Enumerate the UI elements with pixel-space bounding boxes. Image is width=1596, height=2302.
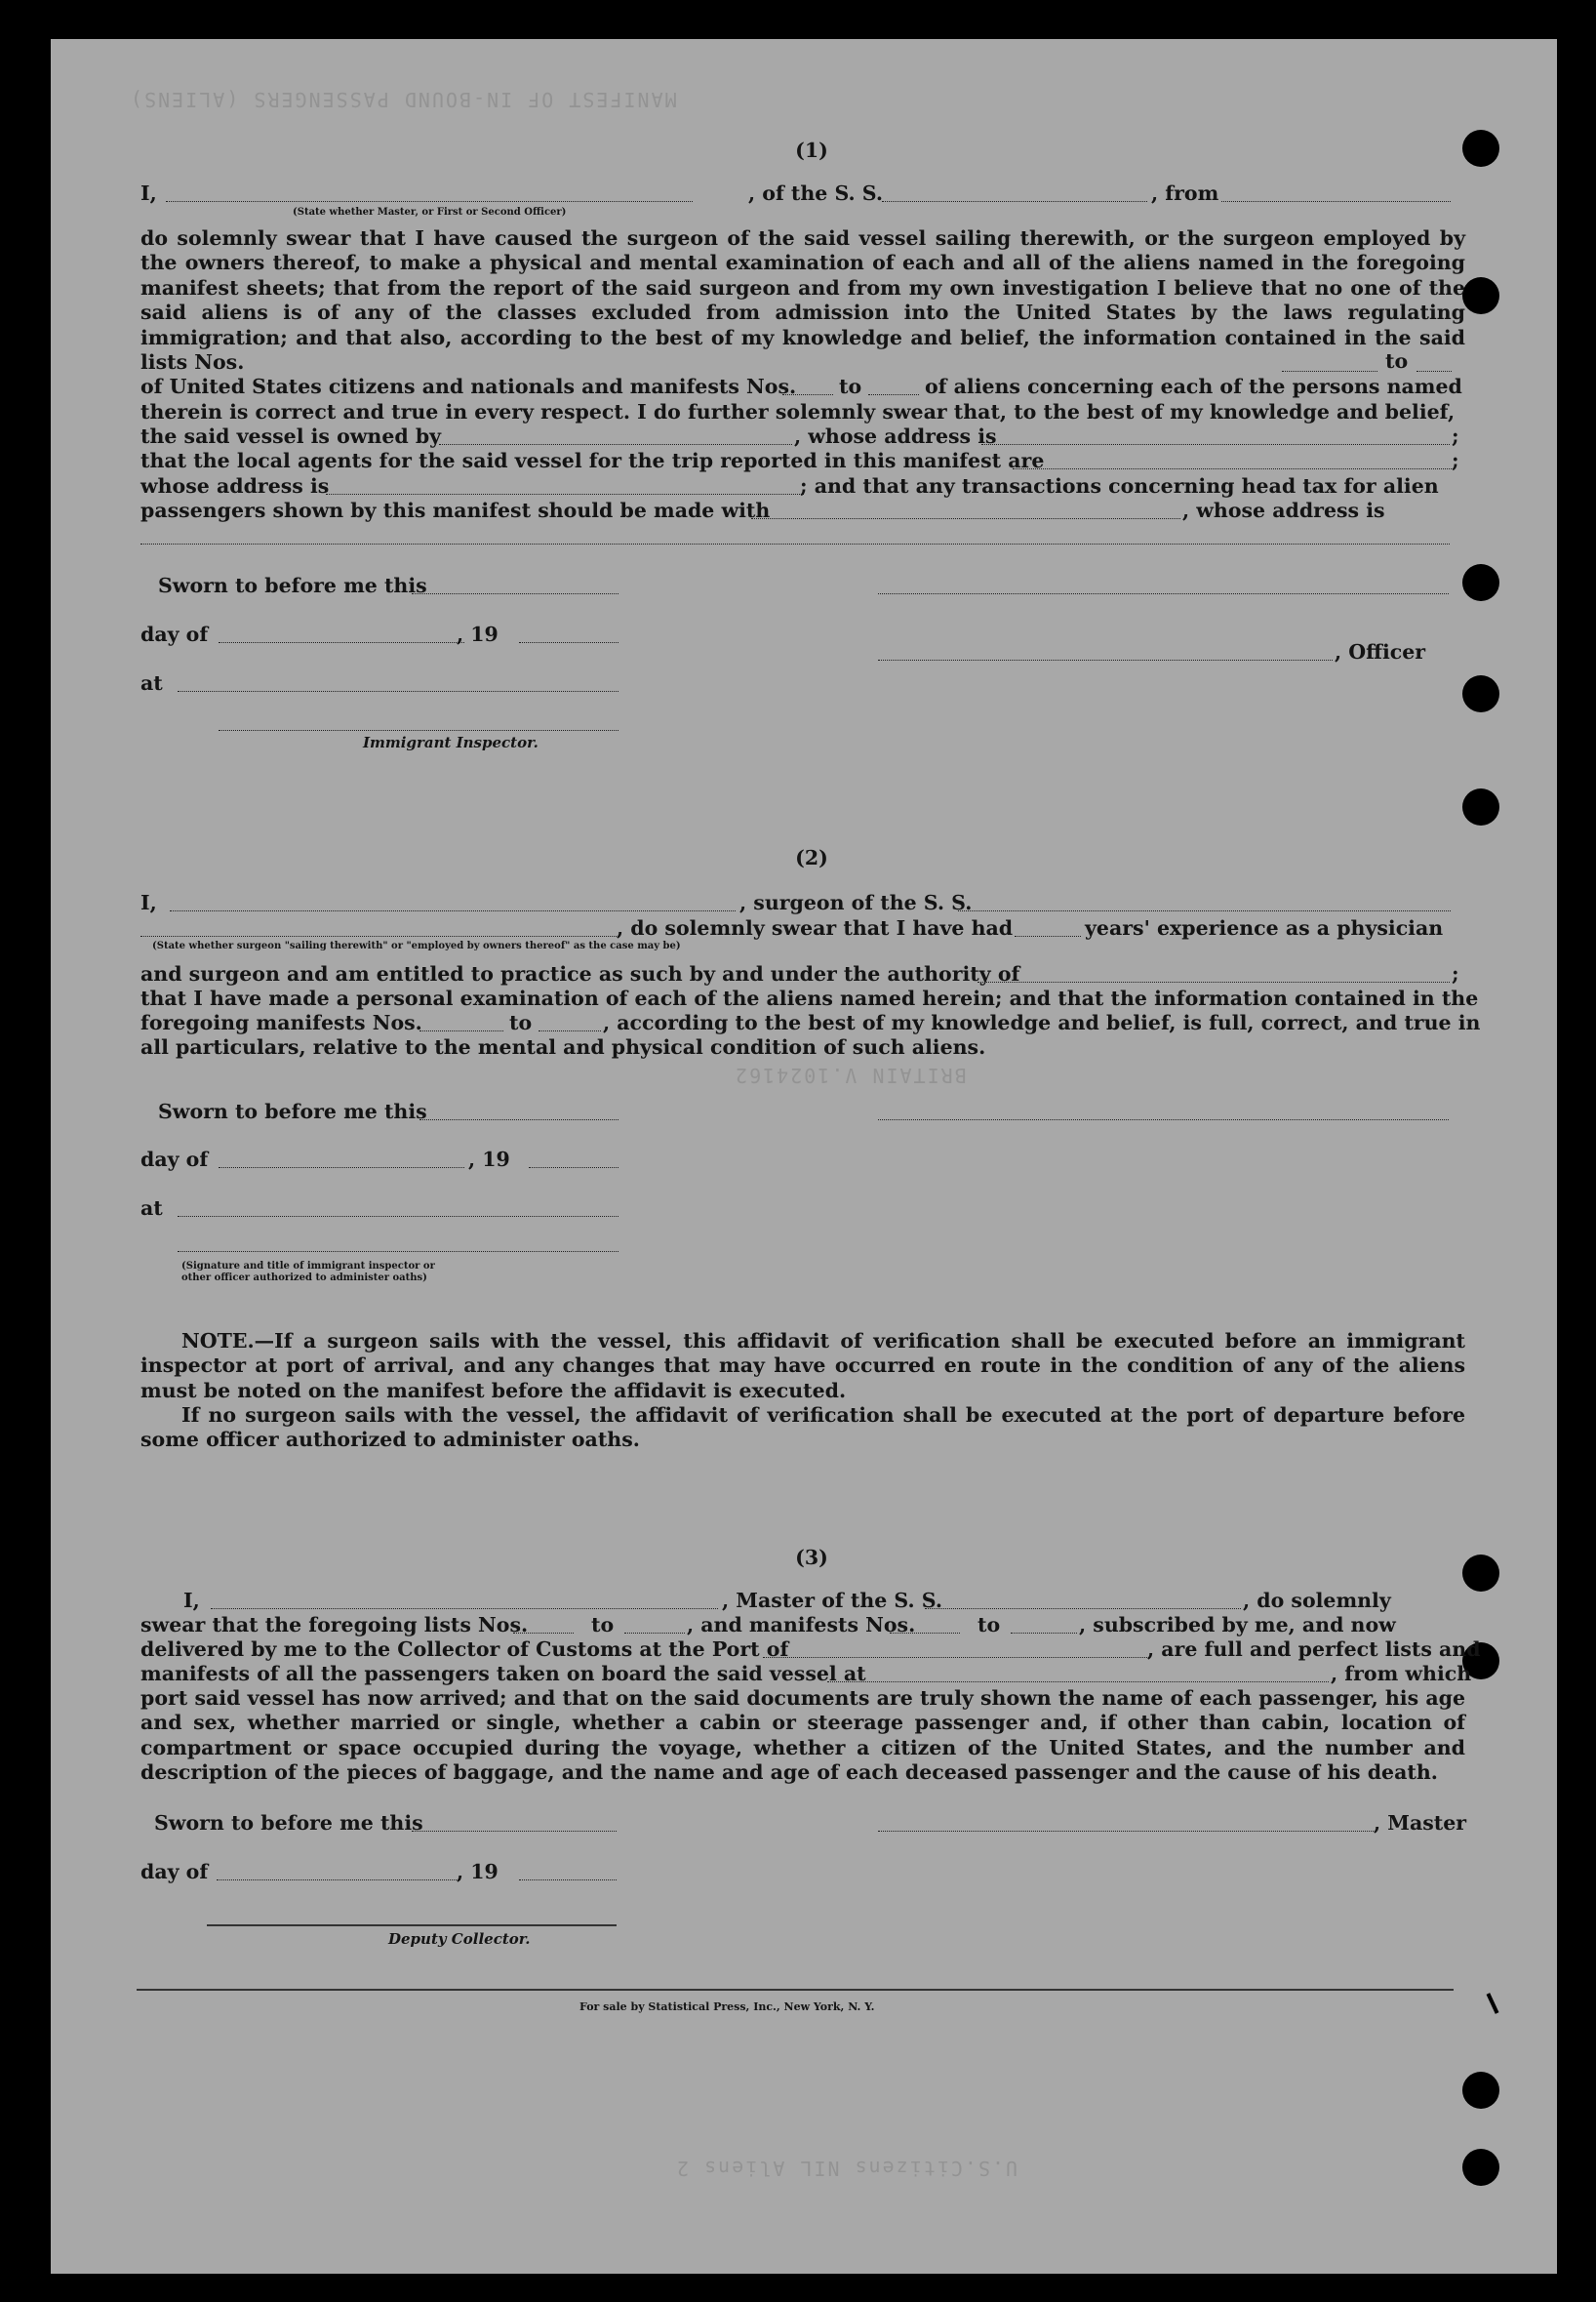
sec2-sworn: Sworn to before me this [158, 1100, 427, 1123]
section-3-number: (3) [795, 1546, 828, 1569]
bleed-through-text: BRITAIN V.1024162 [734, 1064, 967, 1087]
sec1-head-tax-address-label: , whose address is [1182, 499, 1385, 522]
port-of-field[interactable] [763, 1657, 1149, 1658]
sec2-line6: all particulars, relative to the mental and physical condition of such aliens. [140, 1035, 986, 1059]
punch-hole [1462, 2149, 1499, 2186]
authority-field[interactable] [978, 982, 1450, 983]
sworn-place-field[interactable] [178, 691, 618, 692]
sec3-day-of: day of [140, 1860, 209, 1883]
sec2-19: , 19 [468, 1148, 510, 1171]
bleed-through-text: U.S.Citizens NIL Aliens 2 [675, 2157, 1018, 2180]
sworn-month-field[interactable] [219, 642, 464, 643]
sec1-head-tax-label: ; and that any transactions concerning head tax for alien [800, 474, 1439, 498]
sec3-taken-label: manifests of all the passengers taken on board the said vessel at [140, 1662, 866, 1685]
surgeon-signature-line[interactable] [878, 1119, 1449, 1120]
sec3-19: , 19 [457, 1860, 499, 1883]
sworn-year-field[interactable] [519, 642, 618, 643]
sec1-passengers-label: passengers shown by this manifest should be made with [140, 499, 771, 522]
sec1-hint: (State whether Master, or First or Second Officer) [293, 207, 567, 218]
sec3-master-of: , Master of the S. S. [722, 1589, 942, 1612]
sec2-swear-b: years' experience as a physician [1085, 916, 1444, 940]
sec2-hint: (State whether surgeon "sailing therewith" or "employed by owners thereof" as the case may be) [152, 941, 681, 951]
sec3-month-field[interactable] [217, 1879, 460, 1880]
semicolon: ; [1452, 962, 1459, 986]
sec3-lists-to: to [591, 1613, 615, 1636]
sec3-from-which: , from which [1331, 1662, 1472, 1685]
head-tax-address-field[interactable] [140, 544, 1450, 545]
sec1-owned-label: the said vessel is owned by [140, 424, 442, 448]
sec2-year-field[interactable] [529, 1167, 618, 1168]
sec3-lists-from-field[interactable] [513, 1633, 574, 1634]
officer-name-field[interactable] [878, 660, 1333, 661]
sec3-year-field[interactable] [519, 1879, 617, 1880]
sec2-authority-label: and surgeon and am entitled to practice as such by and under the authority of [140, 962, 1020, 986]
sec3-paragraph: port said vessel has now arrived; and that on the said documents are truly shown the name of each passenger, his age and sex, whether married or single, whether a cabin or steerage passenger and, if other than cabin, location of compartment or space occupied during the voyage, whether a citizen of the United States, and the number and description of the pieces of baggage, and the name and age of each deceased passenger and the cause of his death. [140, 1686, 1465, 1785]
manifest-sheet [51, 39, 1557, 2274]
sec3-manifests-label: , and manifests Nos. [687, 1613, 916, 1636]
punch-hole [1462, 277, 1499, 314]
sec2-manifests-to: to [509, 1011, 533, 1034]
sec3-manifests-to-field[interactable] [1011, 1633, 1077, 1634]
sec2-surgeon-of: , surgeon of the S. S. [739, 891, 973, 914]
surgeon-name-field[interactable] [170, 910, 736, 911]
footer-rule [137, 1989, 1454, 1991]
owner-field[interactable] [439, 444, 792, 445]
years-experience-field[interactable] [1015, 936, 1081, 937]
citizen-lists-to-field[interactable] [1416, 371, 1452, 372]
boarding-port-field[interactable] [827, 1681, 1329, 1682]
alien-manifests-to-field[interactable] [868, 394, 919, 395]
semicolon: ; [1452, 449, 1459, 472]
sec3-deputy: Deputy Collector. [388, 1930, 531, 1948]
sec2-i: I, [140, 891, 157, 914]
alien-manifests-from-field[interactable] [782, 394, 833, 395]
sec3-collector-label: delivered by me to the Collector of Customs at the Port of [140, 1637, 789, 1661]
punch-hole [1462, 2072, 1499, 2109]
sec2-note: NOTE.—If a surgeon sails with the vessel, this affidavit of verification shall be executed before an immigrant inspector at port of arrival, and any changes that may have occurred en route in the condition of any of the aliens must be noted on the manifest before the affidavit is executed. [140, 1329, 1465, 1402]
sec1-owner-address-label: , whose address is [794, 424, 997, 448]
sec1-signature-line[interactable] [878, 593, 1449, 594]
sec3-master: , Master [1374, 1811, 1467, 1835]
sec1-from: , from [1151, 182, 1219, 205]
agent-address-field[interactable] [326, 494, 804, 495]
sec2-line4: that I have made a personal examination of each of the aliens named herein; and that the information contained in the [140, 987, 1479, 1010]
sec2-signature-line[interactable] [178, 1251, 618, 1252]
punch-hole [1462, 1555, 1499, 1592]
local-agents-field[interactable] [1013, 468, 1452, 469]
sec2-month-field[interactable] [219, 1167, 464, 1168]
sec3-full-perfect: , are full and perfect lists and [1147, 1637, 1481, 1661]
sec2-manifests-b: , according to the best of my knowledge and belief, is full, correct, and true in [603, 1011, 1481, 1034]
master-name-field[interactable] [166, 201, 693, 202]
sec3-manifests-from-field[interactable] [890, 1633, 960, 1634]
sec2-sworn-day-field[interactable] [419, 1119, 618, 1120]
semicolon: ; [1452, 424, 1459, 448]
sec3-sworn: Sworn to before me this [154, 1811, 423, 1835]
sec2-at: at [140, 1196, 163, 1220]
sec2-sig-hint-1: (Signature and title of immigrant inspector or [181, 1261, 435, 1272]
sec1-line6-a: of United States citizens and nationals and manifests Nos. [140, 375, 797, 398]
sec2-place-field[interactable] [178, 1216, 618, 1217]
bleed-through-text: MANIFEST OF IN-BOUND PASSENGERS (ALIENS) [129, 88, 677, 111]
sec2-swear-a: , do solemnly swear that I have had [617, 916, 1014, 940]
sec3-lists-to-field[interactable] [624, 1633, 685, 1634]
sec2-note-2: If no surgeon sails with the vessel, the affidavit of verification shall be executed at the port of departure before some officer authorized to administer oaths. [140, 1403, 1465, 1452]
inspector-signature-line[interactable] [219, 730, 618, 731]
owner-address-field[interactable] [981, 444, 1450, 445]
sec1-line7: therein is correct and true in every respect. I do further solemnly swear that, to the best of my knowledge and belief, [140, 400, 1456, 424]
sec1-inspector: Immigrant Inspector. [363, 734, 539, 751]
sec1-19: , 19 [457, 623, 499, 646]
deputy-signature-line[interactable] [207, 1924, 617, 1926]
sec1-line6-b: of aliens concerning each of the persons named [925, 375, 1462, 398]
sec2-day-of: day of [140, 1148, 209, 1171]
sec3-manifests-to: to [978, 1613, 1001, 1636]
sec3-sworn-day-field[interactable] [412, 1831, 617, 1832]
sec3-master-name-field[interactable] [211, 1608, 718, 1609]
sec2-sig-hint-2: other officer authorized to administer oaths) [181, 1272, 427, 1283]
section-1-number: (1) [795, 139, 828, 162]
sec1-i: I, [140, 182, 157, 205]
punch-hole [1462, 788, 1499, 826]
head-tax-party-field[interactable] [751, 518, 1180, 519]
from-port-field[interactable] [1221, 201, 1451, 202]
sec1-agents-label: that the local agents for the said vessel for the trip reported in this manifest are [140, 449, 1045, 472]
sec2-manifests-label: foregoing manifests Nos. [140, 1011, 422, 1034]
sec3-ship-field[interactable] [925, 1608, 1241, 1609]
sec3-do-solemnly: , do solemnly [1243, 1589, 1391, 1612]
punch-hole [1462, 675, 1499, 712]
punch-hole [1462, 564, 1499, 601]
sec3-i: I, [183, 1589, 200, 1612]
sec1-at: at [140, 671, 163, 695]
sec1-lists-to: to [1385, 349, 1409, 373]
sec3-subscribed: , subscribed by me, and now [1079, 1613, 1396, 1636]
citizen-lists-from-field[interactable] [1282, 371, 1377, 372]
tear-mark [1487, 1993, 1499, 2014]
sworn-day-field[interactable] [412, 593, 618, 594]
sec1-of-ss: , of the S. S. [748, 182, 884, 205]
master-signature-line[interactable] [878, 1831, 1374, 1832]
surgeon-status-field[interactable] [140, 936, 617, 937]
sec2-manifests-from-field[interactable] [419, 1030, 503, 1031]
sec1-officer: , Officer [1335, 640, 1426, 664]
sec2-manifests-to-field[interactable] [539, 1030, 601, 1031]
punch-hole [1462, 130, 1499, 167]
ship-name-field[interactable] [882, 201, 1147, 202]
sec1-line6-to: to [839, 375, 862, 398]
printer-imprint: For sale by Statistical Press, Inc., New York, N. Y. [579, 2000, 875, 2013]
sec1-sworn: Sworn to before me this [158, 574, 427, 597]
surgeon-ship-field[interactable] [958, 910, 1451, 911]
sec1-agent-address-label: whose address is [140, 474, 330, 498]
section-2-number: (2) [795, 846, 828, 869]
sec1-day-of: day of [140, 623, 209, 646]
sec3-lists-label: swear that the foregoing lists Nos. [140, 1613, 529, 1636]
sec1-oath-paragraph: do solemnly swear that I have caused the surgeon of the said vessel sailing therewith, or the surgeon employed by the owners thereof, to make a physical and mental examination of each and all of the aliens named in the foregoing manifest sheets; that from the report of the said surgeon and from my own investigation I believe that no one of the said aliens is of any of the classes excluded from admission into the United States by the laws regulating immigration; and that also, according to the best of my knowledge and belief, the information contained in the said lists Nos. [140, 226, 1465, 375]
